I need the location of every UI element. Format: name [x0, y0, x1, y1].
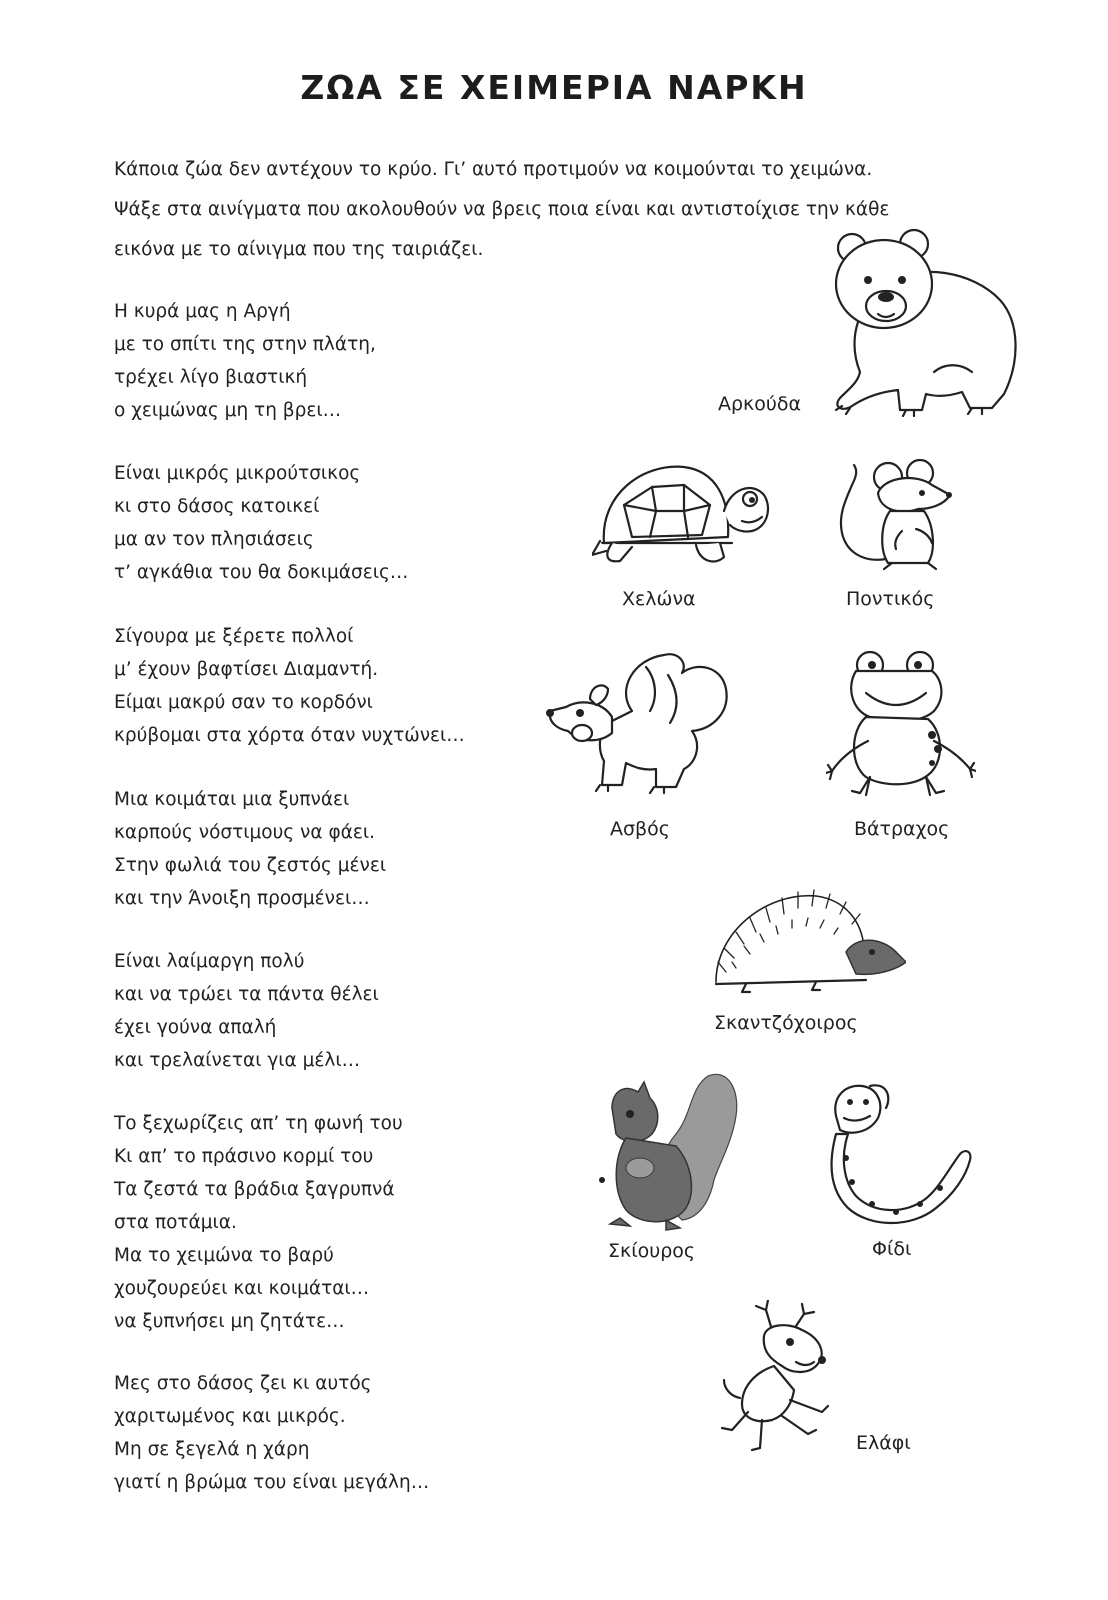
turtle-picture: [592, 455, 772, 573]
riddle-line: καρπούς νόστιμους να φάει.: [114, 822, 375, 843]
riddle-line: τρέχει λίγο βιαστική: [114, 367, 308, 388]
riddle-line: Μη σε ξεγελά η χάρη: [114, 1439, 310, 1460]
mouse-picture: [832, 455, 954, 577]
intro-line: Ψάξε στα αινίγματα που ακολουθούν να βρεις ποια είναι και αντιστοίχισε την κάθε: [114, 199, 890, 220]
bear-picture: [822, 222, 1022, 417]
squirrel-picture: [596, 1068, 740, 1238]
deer-picture: [712, 1300, 840, 1460]
animal-label-turtle: Χελώνα: [622, 588, 696, 610]
riddle-line: με το σπίτι της στην πλάτη,: [114, 334, 376, 355]
intro-line: Κάποια ζώα δεν αντέχουν το κρύο. Γι’ αυτό προτιμούν να κοιμούνται το χειμώνα.: [114, 159, 873, 180]
riddle-line: στα ποτάμια.: [114, 1212, 237, 1233]
riddle-7: [114, 1367, 429, 1499]
animal-label-deer: Ελάφι: [856, 1432, 911, 1454]
riddle-line: Είναι λαίμαργη πολύ: [114, 951, 305, 972]
riddle-line: Μες στο δάσος ζει κι αυτός: [114, 1373, 372, 1394]
riddle-line: Στην φωλιά του ζεστός μένει: [114, 855, 387, 876]
animal-label-skunk: Ασβός: [610, 818, 670, 840]
animal-label-snake: Φίδι: [872, 1238, 912, 1260]
riddle-line: κρύβομαι στα χόρτα όταν νυχτώνει…: [114, 725, 465, 746]
animal-label-bear: Αρκούδα: [718, 393, 802, 415]
intro-text: [114, 150, 889, 270]
riddle-5: [114, 945, 379, 1077]
animal-label-squirrel: Σκίουρος: [608, 1240, 696, 1262]
riddle-line: να ξυπνήσει μη ζητάτε…: [114, 1311, 345, 1332]
riddle-3: [114, 620, 465, 752]
frog-picture: [826, 645, 976, 800]
riddle-line: Σίγουρα με ξέρετε πολλοί: [114, 626, 354, 647]
page-title: ΖΩΑ ΣΕ ΧΕΙΜΕΡΙΑ ΝΑΡΚΗ: [300, 68, 808, 107]
riddle-line: τ’ αγκάθια του θα δοκιμάσεις…: [114, 562, 409, 583]
intro-line: εικόνα με το αίνιγμα που της ταιριάζει.: [114, 239, 484, 260]
riddle-line: χουζουρεύει και κοιμάται…: [114, 1278, 370, 1299]
riddle-line: και τρελαίνεται για μέλι…: [114, 1050, 361, 1071]
riddle-1: [114, 295, 376, 427]
riddle-line: κι στο δάσος κατοικεί: [114, 496, 320, 517]
skunk-picture: [546, 645, 730, 805]
riddle-line: μα αν τον πλησιάσεις: [114, 529, 314, 550]
riddle-line: Κι απ’ το πράσινο κορμί του: [114, 1146, 374, 1167]
riddle-line: Είμαι μακρύ σαν το κορδόνι: [114, 692, 373, 713]
riddle-line: Το ξεχωρίζεις απ’ τη φωνή του: [114, 1113, 403, 1134]
hedgehog-picture: [706, 872, 906, 1002]
riddle-line: Μια κοιμάται μια ξυπνάει: [114, 789, 350, 810]
riddle-line: μ’ έχουν βαφτίσει Διαμαντή.: [114, 659, 379, 680]
snake-picture: [826, 1078, 972, 1228]
riddle-line: χαριτωμένος και μικρός.: [114, 1406, 346, 1427]
riddle-line: γιατί η βρώμα του είναι μεγάλη…: [114, 1472, 430, 1493]
riddle-line: έχει γούνα απαλή: [114, 1017, 277, 1038]
riddle-line: Τα ζεστά τα βράδια ξαγρυπνά: [114, 1179, 395, 1200]
riddle-line: και να τρώει τα πάντα θέλει: [114, 984, 379, 1005]
riddle-line: Είναι μικρός μικρούτσικος: [114, 463, 361, 484]
riddle-2: [114, 457, 408, 589]
riddle-line: και την Άνοιξη προσμένει…: [114, 888, 370, 909]
animal-label-hedgehog: Σκαντζόχοιρος: [714, 1012, 858, 1034]
riddle-6: [114, 1107, 403, 1338]
animal-label-frog: Βάτραχος: [854, 818, 950, 840]
riddle-line: Η κυρά μας η Αργή: [114, 301, 291, 322]
animal-label-mouse: Ποντικός: [846, 588, 935, 610]
riddle-line: ο χειμώνας μη τη βρει…: [114, 400, 342, 421]
riddle-4: [114, 783, 386, 915]
riddle-line: Μα το χειμώνα το βαρύ: [114, 1245, 334, 1266]
